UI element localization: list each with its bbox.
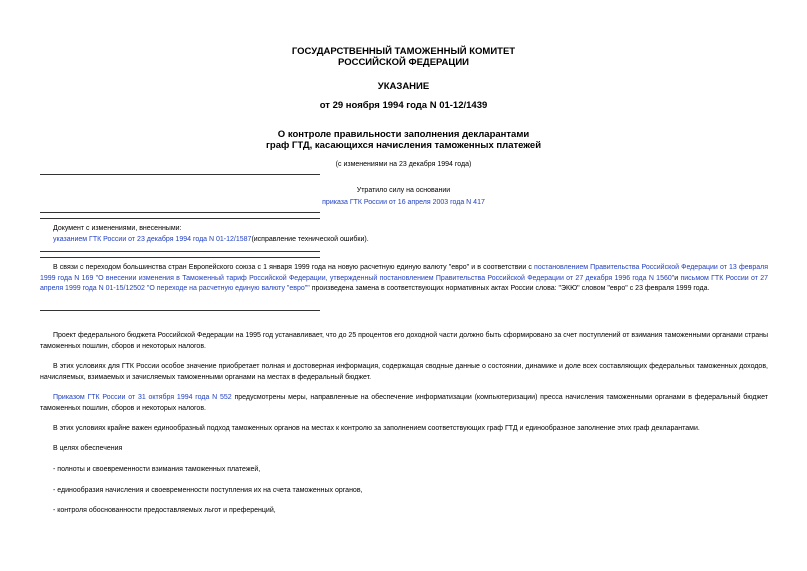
doc-date-number: от 29 ноября 1994 года N 01-12/1439 [319,100,488,111]
lost-force-link[interactable]: приказа ГТК России от 16 апреля 2003 года N 417 [322,199,485,206]
changes-label: Документ с изменениями, внесенными: [53,225,182,232]
list-item: - единообразия начисления и своевременности поступления их на счета таможенных органов, [53,487,363,494]
lost-force-text: Утратило силу на основании [356,187,451,194]
euro-note-text3: произведена замена в соответствующих нормативных актах России слова: "ЭКЮ" словом "евро" с 23 февраля 1999 года. [309,285,710,292]
body-paragraph-4: В этих условиях крайне важен единообразный подход таможенных органов на местах к контролю за заполнением соответствующих граф ГТД и единообразное заполнение этих граф декларантами. [53,425,700,432]
order-552-link[interactable]: Приказом ГТК России от 31 октября 1994 года N 552 [53,394,232,401]
euro-note-link-letter[interactable]: письмом ГТК России от 27 апреля 1999 года N 01-15/12502 "О переходе на расчетную единую валюту "евро"" [40,274,768,292]
amendment-note: (с изменениями на 23 декабря 1994 года) [335,161,472,168]
doc-type: УКАЗАНИЕ [377,81,430,92]
changes-link[interactable]: указанием ГТК России от 23 декабря 1994 года N 01-12/1587 [53,235,252,243]
changes-suffix: (исправление технической ошибки). [251,235,369,243]
body-paragraph-5: В целях обеспечения [53,445,123,452]
body-paragraph-3 [40,393,768,414]
doc-title-line1: О контроле правильности заполнения декларантами [277,129,530,140]
doc-title-line2: граф ГТД, касающихся начисления таможенных платежей [265,140,542,151]
euro-note-text1: В связи с переходом большинства стран Европейского союза с 1 января 1999 года на новую расчетную единую валюту "евро" и в соответствии с [53,264,535,271]
body-paragraph-2: В этих условиях для ГТК России особое значение приобретает полная и достоверная информация, содержащая сводные данные о состоянии, динамике и доле всех составляющих федеральных таможенных доходов, начисляемых, взимаемых и зачисляемых таможенными органами на местах в федеральный бюджет. [40,363,768,381]
divider [40,218,320,219]
euro-note [40,263,768,295]
body-paragraph-1: Проект федерального бюджета Российской Федерации на 1995 год устанавливает, что до 25 процентов его доходной части должно быть сформировано за счет поступлений от взимания таможенными органами страны таможенных пошлин, сборов и некоторых налогов. [40,332,768,350]
divider [40,212,320,213]
body-paragraph-3-text: предусмотрены меры, направленные на обеспечение информатизации (компьютеризации) пресса начисления таможенными органами в федеральный бюджет таможенных пошлин, сборов и некоторых налогов. [40,394,768,412]
org-name-line2: РОССИЙСКОЙ ФЕДЕРАЦИИ [337,57,469,68]
list-item: - полноты и своевременности взимания таможенных платежей, [53,466,261,473]
divider [40,310,320,311]
divider [40,174,320,175]
list-item: - контроля обоснованности предоставляемых льгот и преференций, [53,507,276,514]
org-name-line1: ГОСУДАРСТВЕННЫЙ ТАМОЖЕННЫЙ КОМИТЕТ [291,46,516,57]
euro-note-text2: и [674,274,681,282]
changes-block [40,224,768,245]
divider [40,251,320,252]
divider [40,257,320,258]
euro-note-link-decree[interactable]: постановлением Правительства Российской Федерации от 13 февраля 1999 года N 169 "О внесении изменения в Таможенный тариф Российской Федерации, утвержденный постановлением Правительства Российской Федерации от 27 декабря 1996 года N 1560" [40,264,768,282]
